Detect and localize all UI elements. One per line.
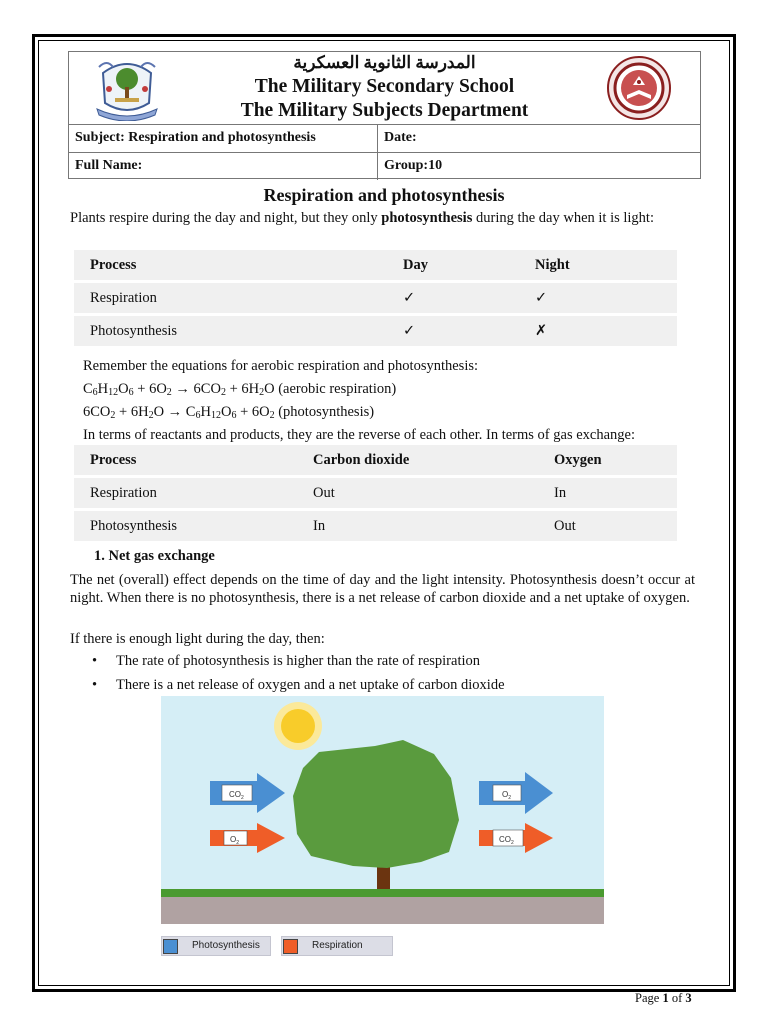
table-cell: Respiration <box>74 283 387 313</box>
intro-paragraph: Plants respire during the day and night, but they only photosynthesis during the day when it is light: <box>70 210 654 226</box>
table-header-row <box>74 445 677 475</box>
table-cell: Out <box>297 478 538 508</box>
department-name: The Military Subjects Department <box>240 100 529 121</box>
grass <box>161 889 604 897</box>
sun-icon <box>274 702 322 750</box>
table-cell: Photosynthesis <box>74 511 297 541</box>
table-cell: ✓ <box>387 283 519 313</box>
school-name: The Military Secondary School <box>254 76 515 97</box>
full-name-field: Full Name: <box>75 158 143 173</box>
respiration-equation: $C_6H_{12}O_6 + 6O_2 \to 6CO_2 + 6H_2O$ (aerobic respiration) <box>83 381 397 398</box>
table-header-cell: Carbon dioxide <box>297 445 538 475</box>
table-cell: Out <box>538 511 677 541</box>
equations-intro: Remember the equations for aerobic respiration and photosynthesis: <box>83 358 479 374</box>
day-night-table <box>74 247 677 349</box>
subject-label: Subject: Respiration and photosynthesis <box>75 130 316 145</box>
page-number: Page 1 of 3 <box>635 991 692 1005</box>
legend-item-photosynthesis <box>161 936 271 956</box>
table-header-cell: Process <box>74 445 297 475</box>
table-cell: Photosynthesis <box>74 316 387 346</box>
department-emblem-logo <box>606 55 672 121</box>
bullet-item: • The rate of photosynthesis is higher than the rate of respiration <box>92 653 481 669</box>
net-gas-paragraph: The net (overall) effect depends on the time of day and the light intensity. Photosynthesis doesn’t occur at night. When there is no photosynthesis, there is a net release of carbon dioxide and a net uptake of oxygen. <box>70 572 695 606</box>
table-cell: ✗ <box>519 316 677 346</box>
table-row <box>74 478 677 508</box>
table-row <box>74 316 677 346</box>
legend-item-respiration <box>281 936 393 956</box>
document-title: Respiration and photosynthesis <box>263 185 505 205</box>
table-header-cell: Day <box>387 250 519 280</box>
table-row <box>74 511 677 541</box>
table-cell: In <box>297 511 538 541</box>
ground <box>161 897 604 924</box>
photosynthesis-equation: $6CO_2 + 6H_2O \to C_6H_{12}O_6 + 6O_2$ (photosynthesis) <box>83 404 375 421</box>
info-row-subject <box>69 124 700 152</box>
photosynthesis-swatch <box>163 939 178 954</box>
table-header-cell: Night <box>519 250 677 280</box>
legend-label: Photosynthesis <box>192 940 260 951</box>
reverse-sentence: In terms of reactants and products, they are the reverse of each other. In terms of gas exchange: <box>83 427 635 443</box>
gas-exchange-table <box>74 442 677 544</box>
school-name-arabic: المدرسة الثانوية العسكرية <box>293 53 476 72</box>
group-field: Group:10 <box>377 153 701 180</box>
bullet-item: • There is a net release of oxygen and a net uptake of carbon dioxide <box>92 677 505 693</box>
section-heading-net-gas-exchange: 1. Net gas exchange <box>94 548 215 564</box>
info-row-name <box>69 152 700 180</box>
svg-text:O2: $O_2$ <box>502 790 512 801</box>
svg-text:CO2: $CO_2$ <box>229 790 244 801</box>
table-row <box>74 283 677 313</box>
date-field: Date: <box>377 125 701 152</box>
legend-label: Respiration <box>312 940 363 951</box>
table-cell: ✓ <box>519 283 677 313</box>
table-cell: ✓ <box>387 316 519 346</box>
enough-light-paragraph: If there is enough light during the day, then: <box>70 631 325 647</box>
table-header-cell: Oxygen <box>538 445 677 475</box>
gas-exchange-diagram <box>161 696 604 924</box>
header-box <box>68 51 701 179</box>
table-header-row <box>74 250 677 280</box>
svg-text:CO2: $CO_2$ <box>499 835 514 846</box>
table-cell: Respiration <box>74 478 297 508</box>
svg-text:O2: $O_2$ <box>230 835 240 846</box>
table-cell: In <box>538 478 677 508</box>
respiration-swatch <box>283 939 298 954</box>
table-header-cell: Process <box>74 250 387 280</box>
